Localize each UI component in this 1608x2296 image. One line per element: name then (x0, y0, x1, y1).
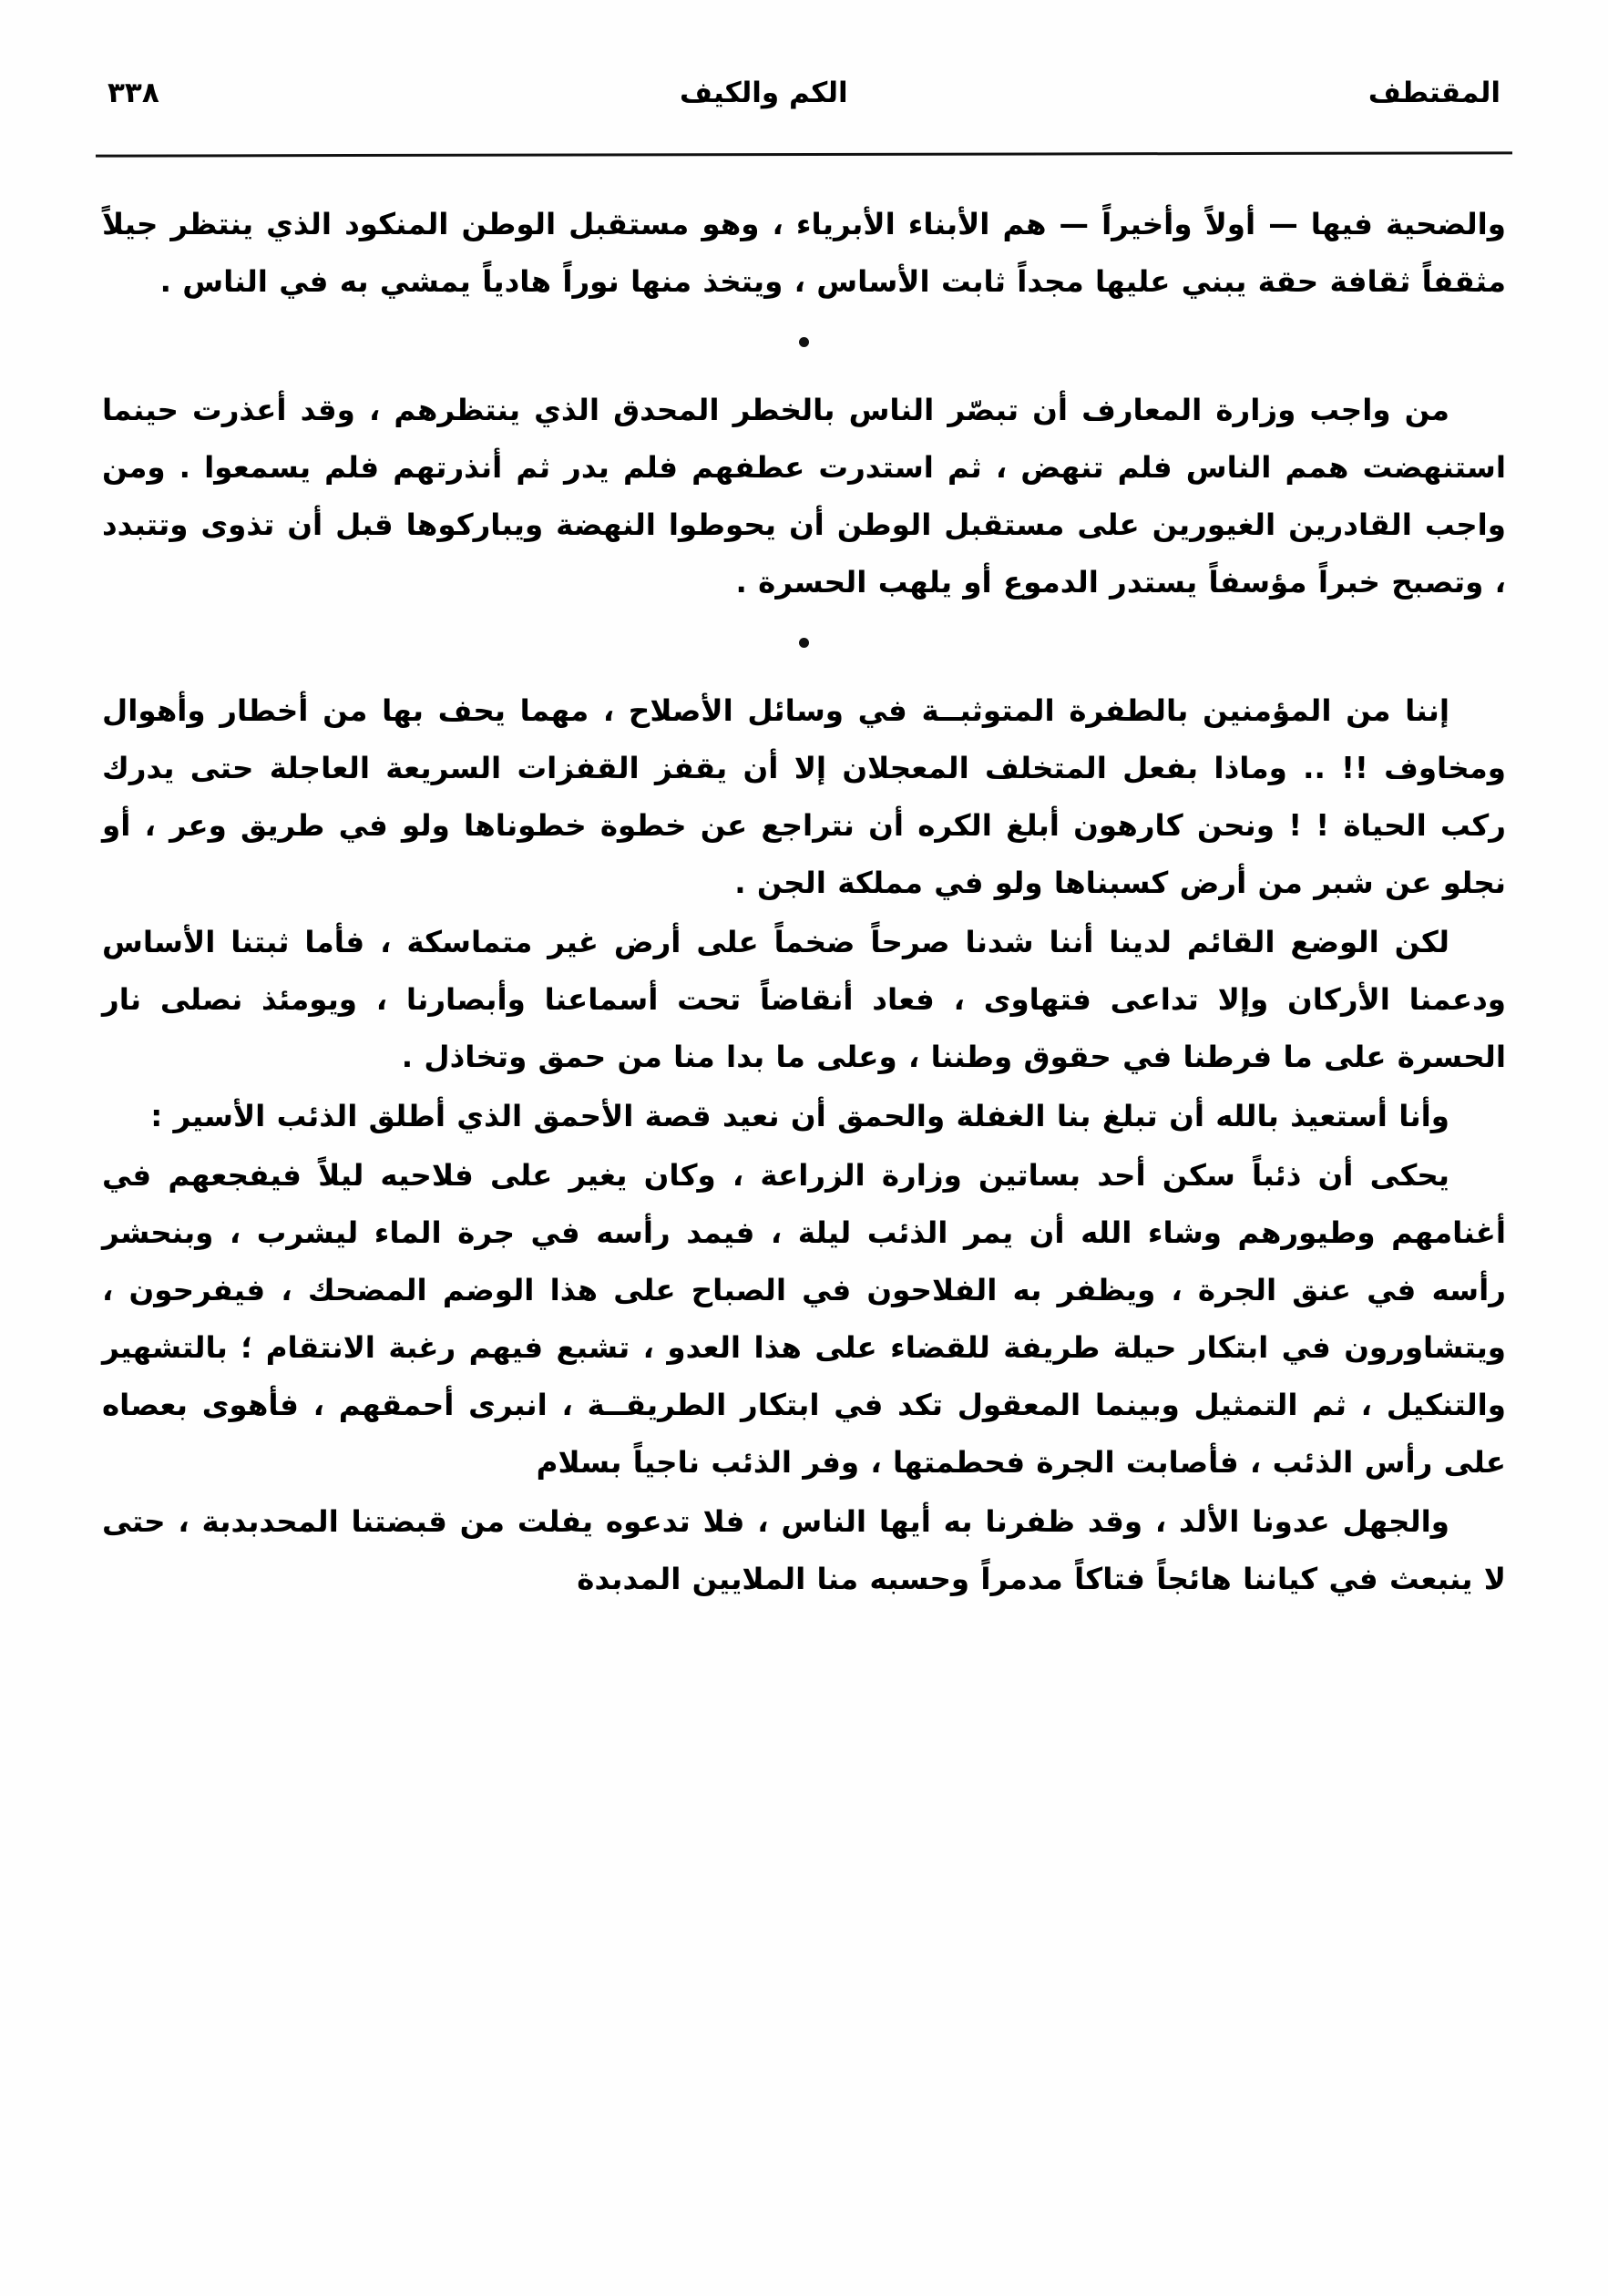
paragraph-2: من واجب وزارة المعارف أن تبصّر الناس بالخطر المحدق الذي ينتظرهم ، وقد أعذرت حينما استنهضت همم الناس فلم تنهض ، ثم استدرت عطفهم فلم يدر ثم أنذرتهم فلم يسمعوا . ومن واجب القادرين الغيورين على مستقبل الوطن أن يحوطوا النهضة ويباركوها قبل أن تذوى وتتبدد ، وتصبح خبراً مؤسفاً يستدر الدموع أو يلهب الحسرة . (102, 393, 1506, 600)
paragraph-4: لكن الوضع القائم لدينا أننا شدنا صرحاً ضخماً على أرض غير متماسكة ، فأما ثبتنا الأساس ودعمنا الأركان وإلا تداعى فتهاوى ، فعاد أنقاضاً تحت أسماعنا وأبصارنا ، ويومئذ نصلى نار الحسرة على ما فرطنا في حقوق وطننا ، وعلى ما بدا منا من حمق وتخاذل . (102, 925, 1506, 1074)
paragraph-1: والضحية فيها — أولاً وأخيراً — هم الأبناء الأبرياء ، وهو مستقبل الوطن المنكود الذي ينتظر جيلاً مثقفاً ثقافة حقة يبني عليها مجداً ثابت الأساس ، ويتخذ منها نوراً هادياً يمشي به في الناس . (102, 207, 1506, 299)
running-head (108, 56, 1500, 108)
paragraph-3: إننا من المؤمنين بالطفرة المتوثبــة في وسائل الأصلاح ، مهما يحف بها من أخطار وأهوال ومخاوف !! .. وماذا بفعل المتخلف المعجلان إلا أن يقفز القفزات السريعة العاجلة حتى يدرك ركب الحياة ! ! ونحن كارهون أبلغ الكره أن نتراجع عن خطوة خطوناها ولو في طريق وعر ، أو نجلو عن شبر من أرض كسبناها ولو في مملكة الجن . (102, 693, 1506, 900)
paragraph-7: والجهل عدونا الألد ، وقد ظفرنا به أيها الناس ، فلا تدعوه يفلت من قبضتنا المحدبدبة ، حتى لا ينبعث في كياننا هائجاً فتاكاً مدمراً وحسبه منا الملايين المدبدة (102, 1504, 1506, 1596)
page-number: ٣٣٨ (108, 77, 159, 109)
section-break-1 (102, 334, 1506, 358)
paragraph-5: وأنا أستعيذ بالله أن تبلغ بنا الغفلة والحمق أن نعيد قصة الأحمق الذي أطلق الذئب الأسير : (150, 1099, 1449, 1133)
running-head-article-title: الكم والكيف (680, 77, 848, 109)
running-head-journal-name: المقتطف (1367, 77, 1500, 109)
paragraph-6: يحكى أن ذئباً سكن أحد بساتين وزارة الزراعة ، وكان يغير على فلاحيه ليلاً فيفجعهم في أغنامهم وطيورهم وشاء الله أن يمر الذئب ليلة ، فيمد رأسه في جرة الماء ليشرب ، وبنحشر رأسه في عنق الجرة ، ويظفر به الفلاحون في الصباح على هذا الوضم المضحك ، فيفرحون ، ويتشاورون في ابتكار حيلة طريفة للقضاء على هذا العدو ، تشبع فيهم رغبة الانتقام ؛ بالتشهير والتنكيل ، ثم التمثيل وبينما المعقول تكد في ابتكار الطريقــة ، انبرى أحمقهم ، فأهوى بعصاه على رأس الذئب ، فأصابت الجرة فحطمتها ، وفر الذئب ناجياً بسلام (102, 1158, 1506, 1480)
text-column (102, 196, 1506, 2260)
bullet-icon (799, 337, 809, 347)
bullet-icon (799, 638, 809, 648)
header-divider-rule (96, 151, 1512, 157)
section-break-2 (102, 635, 1506, 659)
